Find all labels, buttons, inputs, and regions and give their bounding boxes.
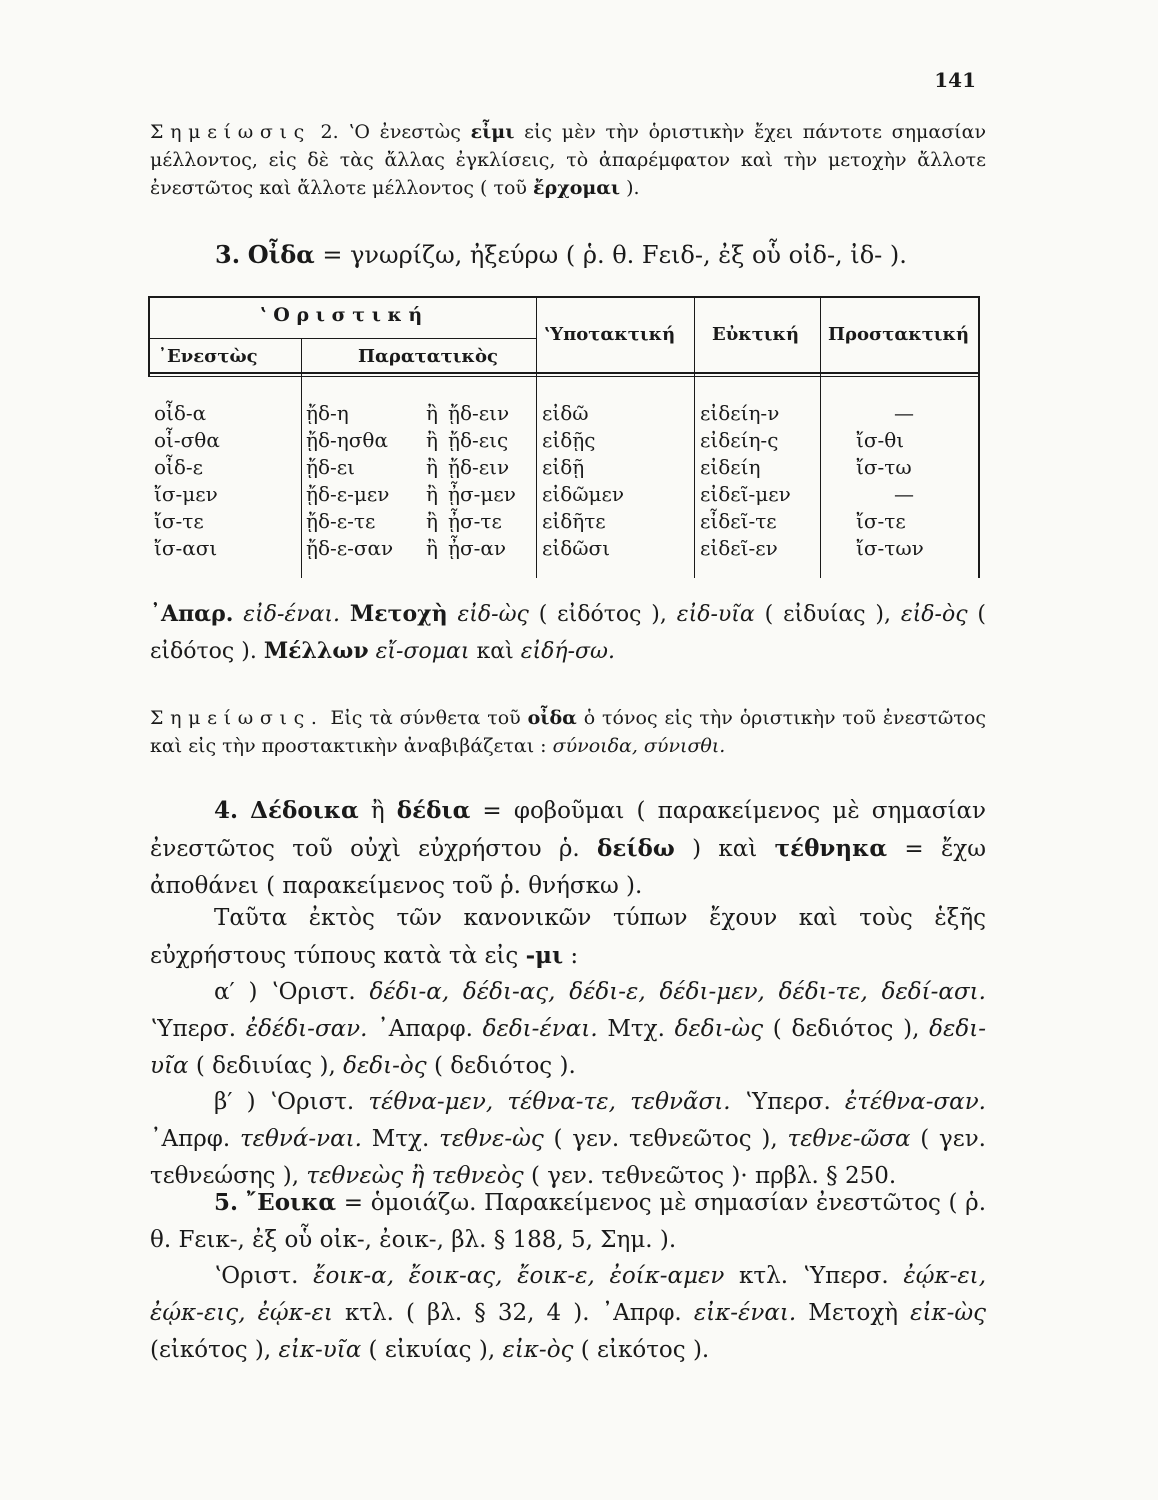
header-ypotaktiki: ʽΥποτακτική — [544, 324, 676, 345]
beta-paragraph: β′ ) ʽΟριστ. τέθνα-μεν, τέθνα-τε, τεθνᾶσι. ʽΥπερσ. ἐτέθνα-σαν. ᾿Απρφ. τεθνά-ναι. Μτχ. τεθνε-ὼς ( γεν. τεθνεῶτος ), τεθνε-ῶσα ( γεν. τεθνεώσης ), τεθνεὼς ἢ τεθνεὸς ( γεν. τεθνεῶτος )· πρβλ. § 250. — [150, 1089, 986, 1189]
note-label: Σημείωσις — [150, 121, 311, 143]
header-enestos: ᾿Ενεστὼς — [158, 346, 258, 367]
eoika-forms-paragraph: ʽΟριστ. ἔοικ-α, ἔοικ-ας, ἔοικ-ε, ἐοίκ-αμεν κτλ. ʽΥπερσ. ἐῴκ-ει, ἐῴκ-εις, ἐῴκ-ει κτλ. ( βλ. § 32, 4 ). ᾿Απρφ. εἰκ-έναι. Μετοχὴ εἰκ-ὼς (εἰκότος ), εἰκ-υῖα ( εἰκυίας ), εἰκ-ὸς ( εἰκότος ). — [150, 1263, 987, 1363]
tauta-paragraph: Ταῦτα ἐκτὸς τῶν κανονικῶν τύπων ἔχουν καὶ τοὺς ἑξῆς εὐχρήστους τύπους κατὰ τὰ εἰς -μι : — [150, 905, 986, 969]
alpha-paragraph: α′ ) ʽΟριστ. δέδι-α, δέδι-ας, δέδι-ε, δέδι-μεν, δέδι-τε, δεδί-ασι. ʽΥπερσ. ἐδέδι-σαν. ᾿Απαρφ. δεδι-έναι. Μτχ. δεδι-ὼς ( δεδιότος ), δεδι-υῖα ( δεδιυίας ), δεδι-ὸς ( δεδιότος ). — [150, 979, 986, 1079]
note-3: Σημείωσις. Εἰς τὰ σύνθετα τοῦ οἶδα ὁ τόνος εἰς τὴν ὁριστικὴν τοῦ ἐνεστῶτος καὶ εἰς τὴν προστακτικὴν ἀναβιβάζεται : σύνοιδα, σύνισθι. — [150, 707, 986, 757]
aparemfato-paragraph: ᾿Απαρ. εἰδ-έναι. Μετοχὴ εἰδ-ὼς ( εἰδότος ), εἰδ-υῖα ( εἰδυίας ), εἰδ-ὸς ( εἰδότος ). Μέλλων εἴ-σομαι καὶ εἰδή-σω. — [150, 601, 986, 664]
section-5-paragraph: 5. ῎Εοικα = ὁμοιάζω. Παρακείμενος μὲ σημασίαν ἐνεστῶτος ( ῥ. θ. Fεικ-, ἐξ οὗ οἰκ-, ἐοικ-, βλ. § 188, 5, Σημ. ). — [150, 1189, 987, 1253]
page-number: 141 — [934, 68, 976, 92]
header-prostaktiki: Προστακτική — [828, 324, 970, 345]
header-euktiki: Εὐκτική — [712, 324, 800, 345]
header-paratatikos: Παρατατικὸς — [358, 346, 498, 367]
header-oristiki: ʽΟριστική — [260, 304, 429, 326]
section-4-paragraph: 4. Δέδοικα ἢ δέδια = φοβοῦμαι ( παρακείμενος μὲ σημασίαν ἐνεστῶτος τοῦ οὐχὶ εὐχρήστου ῥ. δείδω ) καὶ τέθνηκα = ἔχω ἀποθάνει ( παρακείμενος τοῦ ῥ. θνήσκω ). — [150, 797, 986, 899]
note-2: Σημείωσις 2. ʽΟ ἐνεστὼς εἶμι εἰς μὲν τὴν ὁριστικὴν ἔχει πάντοτε σημασίαν μέλλοντος, εἰς δὲ τὰς ἄλλας ἐγκλίσεις, τὸ ἀπαρέμφατον καὶ τὴν μετοχὴν ἄλλοτε ἐνεστῶτος καὶ ἄλλοτε μέλλοντος ( τοῦ ἔρχομαι ). — [150, 121, 986, 199]
conjugation-table: ʽΟριστική ᾿Ενεστὼς Παρατατικὸς ʽΥποτακτική Εὐκτική Προστακτική οἶδ-α ᾔδ-η ἢ ᾔδ-ειν εἰδῶ εἰδείη-ν — οἶ-σθα ᾔδ-ησθα ἢ ᾔδ-εις εἰδῇς εἰδείη-ς ἴσ-θι οἶδ-ε ᾔδ-ει ἢ ᾔδ-ειν εἰδῇ εἰδείη ἴσ-τω ἴσ-μεν ᾔδ-ε-μεν ἢ ᾖσ-μεν εἰδῶμεν εἰδεῖ-μεν — ἴσ-τε ᾔδ-ε-τε ἢ ᾖσ-τε εἰδῆτε εἶδεῖ-τε ἴσ-τε ἴσ-ασι ᾔδ-ε-σαν ἢ ᾖσ-αν εἰδῶσι εἰδεῖ-εν ἴσ-των — [148, 296, 980, 578]
section-3-heading: 3. Οἶδα = γνωρίζω, ἠξεύρω ( ῥ. θ. Fειδ-, ἐξ οὗ οἰδ-, ἰδ- ). — [215, 240, 907, 269]
